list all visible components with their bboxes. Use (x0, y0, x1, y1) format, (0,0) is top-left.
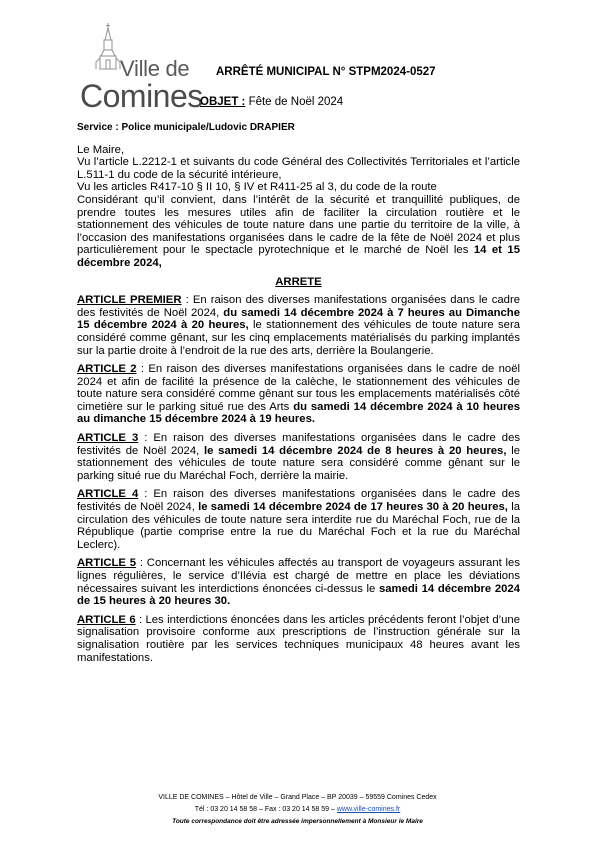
article-label: ARTICLE 2 (77, 363, 137, 376)
considerant-dates: 14 et 15 décembre 2024, (77, 244, 520, 269)
service-line: Service : Police municipale/Ludovic DRAPIER (77, 122, 295, 133)
le-maire: Le Maire, (77, 143, 125, 156)
article-4 (77, 488, 520, 551)
article-bold-text: le samedi 14 décembre 2024 de 8 heures à 20 heures, (204, 444, 507, 457)
footer-address: VILLE DE COMINES – Hôtel de Ville – Grand Place – BP 20039 – 59559 Comines Cedex (158, 794, 437, 801)
article-5 (77, 557, 520, 607)
logo-ville-de-text: Ville de (120, 56, 190, 81)
objet-value: Fête de Noël 2024 (245, 96, 344, 108)
article-text: la circulation des véhicules de toute nature sera interdite rue du Maréchal Foch, rue de la République (partie comprise entre la rue du Maréchal Foch et la rue du Maréchal Leclerc). (77, 501, 521, 551)
document-body (77, 122, 520, 670)
article-label: ARTICLE PREMIER (77, 294, 182, 307)
footer-contact (0, 806, 595, 813)
article-text: : En raison des diverses manifestations organisées dans le cadre de noël 2024 et afin de facilité la présence de la calèche, le stationnement des véhicules de toute nature sera considéré comme gênant sur tous les emplacements matérialisés côté cimetière sur le parking situé rue des Arts (77, 363, 520, 413)
article-label: ARTICLE 4 (77, 488, 139, 501)
footer-phone-fax: Tél : 03 20 14 58 58 – Fax : 03 20 14 58 59 – (194, 806, 337, 813)
logo-comines-text: Comines (80, 78, 203, 114)
vu-paragraph-2: Vu les articles R417-10 § II 10, § IV et R411-25 al 3, du code de la route (77, 181, 437, 194)
article-label: ARTICLE 6 (77, 613, 136, 626)
article-text: : Les interdictions énoncées dans les articles précédents feront l’objet d’une signalisation provisoire conforme aux prescriptions de l’instruction générale sur la signalisation routière par les services techniques municipaux 48 heures avant les manifestations. (77, 613, 520, 664)
article-text: : En raison des diverses manifestations organisées dans le cadre des festivités de Noël 2024, (77, 488, 520, 514)
article-2 (77, 363, 520, 426)
article-bold-text: du samedi 14 décembre 2024 à 10 heures au dimanche 15 décembre 2024 à 19 heures. (77, 400, 520, 426)
ville-de-comines-logo (80, 22, 203, 114)
article-label: ARTICLE 5 (77, 557, 137, 570)
article-bold-text: le samedi 14 décembre 2024 de 17 heures 30 à 20 heures, (198, 501, 508, 514)
document-title: ARRÊTÉ MUNICIPAL N° STPM2024-0527 (216, 66, 436, 78)
article-text: : En raison des diverses manifestations organisées dans le cadre des festivités de Noël 2024, (77, 432, 520, 457)
article-premier (77, 294, 520, 357)
article-text: : En raison des diverses manifestations organisées dans le cadre des festivités de Noël 2024, (77, 294, 521, 319)
article-6 (77, 614, 520, 664)
vu-paragraph-1: Vu l’article L.2212-1 et suivants du code Général des Collectivités Territoriales et l’article L.511-1 du code de la sécurité intérieure, (77, 156, 520, 181)
article-text: le stationnement des véhicules de toute nature sera considéré comme gênant, sur les cinq emplacements matérialisés du parking implantés sur la partie droite à l’endroit de la rue des arts, derrière la Boulangerie. (77, 319, 521, 357)
arrete-heading: ARRETE (275, 275, 322, 288)
article-bold-text: du samedi 14 décembre 2024 à 7 heures au Dimanche 15 décembre 2024 à 20 heures, (77, 306, 520, 332)
article-bold-text: samedi 14 décembre 2024 de 15 heures à 20 heures 30. (77, 582, 520, 608)
footer-notice: Toute correspondance doit être adressée impersonnellement à Monsieur le Maire (172, 818, 423, 825)
considerant-paragraph (77, 194, 520, 270)
article-label: ARTICLE 3 (77, 432, 139, 445)
considerant-text: Considérant qu’il convient, dans l’intérêt de la sécurité et tranquillité publiques, de prendre toutes les mesures utiles afin de faciliter la circulation routière et le stationnement des véhicules de toute nature dans une partie du territoire de la ville, à l’occasion des manifestations organisées dans le cadre de la fête de Noël 2024 et plus particulièrement pour le spectacle pyrotechnique et le marché de Noël les (77, 193, 520, 257)
article-text: le stationnement des véhicules de toute nature sera considéré comme gênant sur le parking situé rue du Maréchal Foch, derrière la mairie. (77, 444, 521, 482)
article-text: : Concernant les véhicules affectés au transport de voyageurs assurant les lignes régulières, le service d’Ilévia est chargé de mettre en place les déviations nécessaires suivant les interdictions énoncées ci-dessus le (77, 557, 520, 595)
footer-website-link[interactable]: www.ville-comines.fr (336, 806, 401, 813)
objet-label: OBJET : (200, 96, 246, 108)
objet-line (200, 96, 343, 108)
article-3 (77, 432, 520, 482)
